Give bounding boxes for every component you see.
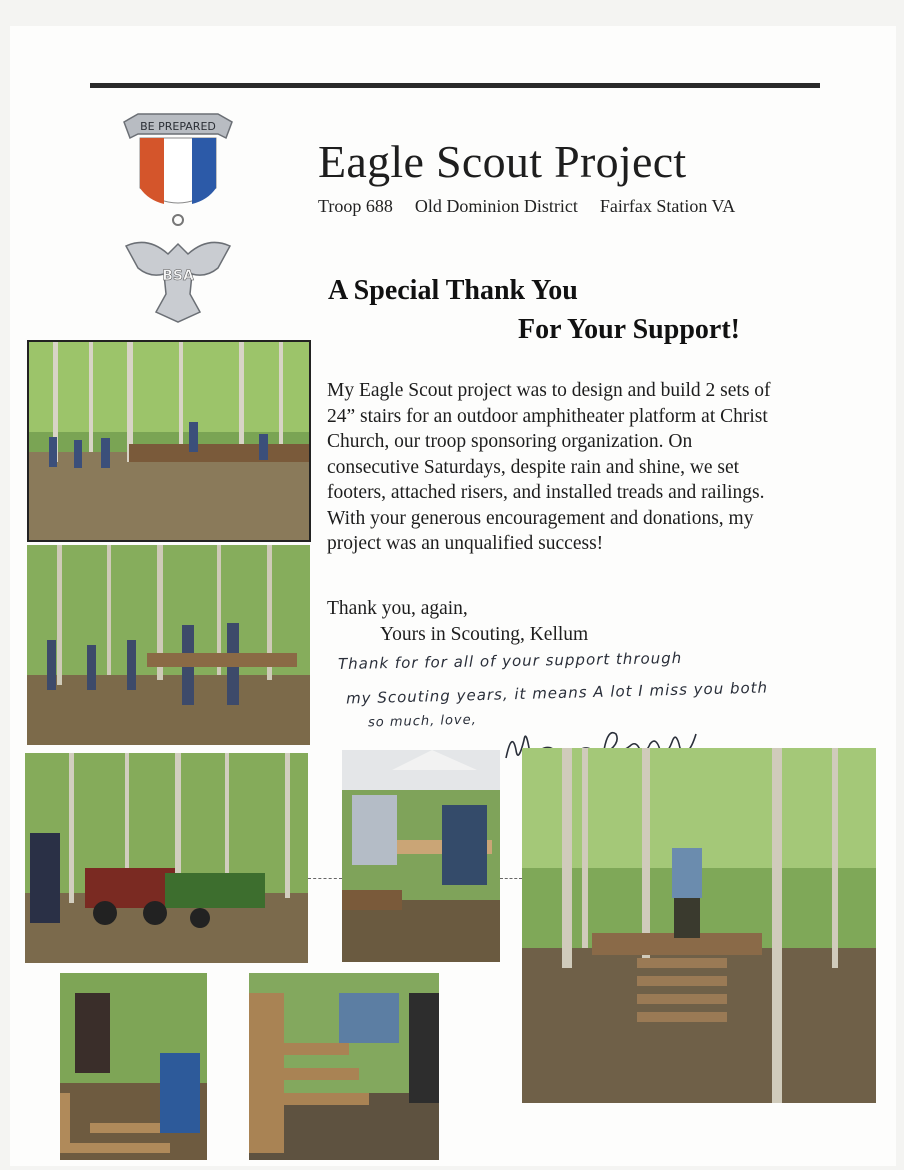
dashed-connector xyxy=(308,878,342,879)
body-line: Church, our troop sponsoring organization. On xyxy=(327,431,693,452)
body-line: project was an unqualified success! xyxy=(327,533,604,554)
district-label: Old Dominion District xyxy=(414,196,578,216)
body-paragraph xyxy=(327,378,867,557)
medal-eagle-text: BSA xyxy=(162,268,194,284)
body-line: footers, attached risers, and installed treads and railings. xyxy=(327,482,765,503)
troop-label: Troop 688 xyxy=(318,196,393,216)
photo-measuring-lumber xyxy=(342,750,500,962)
eagle-medal-icon xyxy=(118,108,238,330)
body-line: With your generous encouragement and donations, my xyxy=(327,507,754,529)
closing-line: Yours in Scouting, Kellum xyxy=(380,624,589,645)
handwritten-note-line: so much, love, xyxy=(367,712,477,731)
dashed-connector xyxy=(500,878,522,879)
medal-scroll-text: BE PREPARED xyxy=(140,120,216,133)
photo-building-steps xyxy=(60,973,207,1160)
photo-utility-vehicle xyxy=(25,753,308,963)
handwritten-note-line: Thank for for all of your support through xyxy=(337,648,683,674)
page-title: Eagle Scout Project xyxy=(318,136,687,187)
photo-installing-treads xyxy=(249,973,439,1160)
photo-volunteers-at-platform xyxy=(27,340,311,542)
heading-line-2: For Your Support! xyxy=(518,314,740,345)
photo-completed-stairs xyxy=(522,748,876,1103)
body-line: consecutive Saturdays, despite rain and shine, we set xyxy=(327,456,740,478)
top-rule xyxy=(90,83,820,88)
body-line: 24” stairs for an outdoor amphitheater platform at Christ xyxy=(327,405,768,427)
handwritten-note-line: my Scouting years, it means A lot I miss you both xyxy=(345,678,769,708)
photo-volunteers-in-woods xyxy=(27,545,310,745)
location-label: Fairfax Station VA xyxy=(599,196,736,216)
heading-line-1: A Special Thank You xyxy=(328,275,578,306)
subtitle xyxy=(318,196,735,217)
thanks-line: Thank you, again, xyxy=(327,598,468,619)
body-line: My Eagle Scout project was to design and build 2 sets of xyxy=(327,380,771,401)
